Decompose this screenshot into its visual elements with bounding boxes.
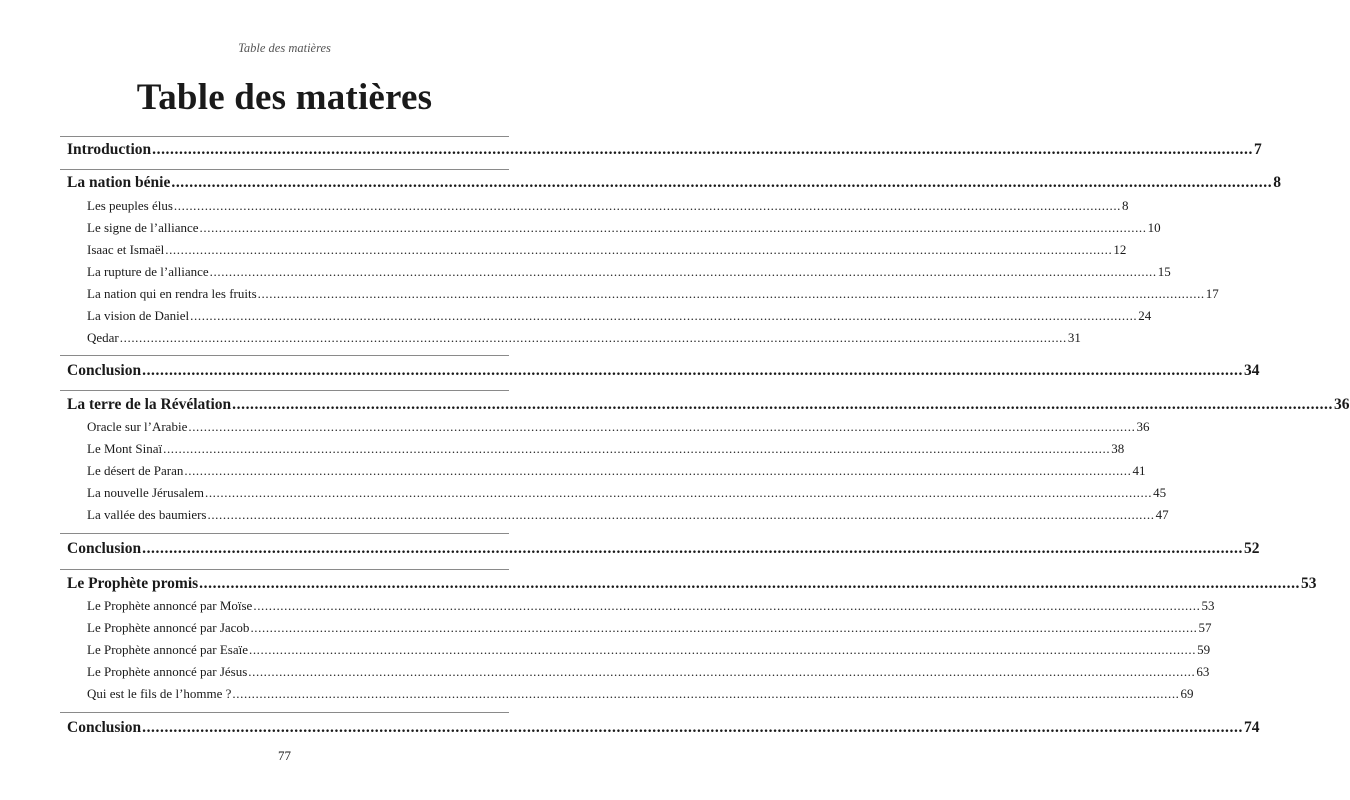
divider: [60, 169, 509, 170]
toc-leader: ......................................................................................................................................................................................................................................................: [248, 642, 1197, 657]
toc-leader: ......................................................................................................................................................................................................................................................: [199, 220, 1147, 235]
divider: [60, 569, 509, 570]
toc-page-number: 15: [1157, 264, 1171, 279]
toc-page-number: 12: [1113, 242, 1127, 257]
toc-section-label: Le Prophète annoncé par Esaïe: [87, 642, 248, 657]
toc-section-label: Le désert de Paran: [87, 463, 184, 478]
toc-leader: ......................................................................................................................................................................................................................................................: [173, 198, 1122, 213]
page-number: 77: [278, 748, 291, 763]
toc-page-number: 41: [1132, 463, 1146, 478]
toc-page-number: 69: [1180, 686, 1194, 701]
toc-leader: ......................................................................................................................................................................................................................................................: [142, 362, 1243, 379]
toc-chapter[interactable]: [67, 396, 1350, 414]
toc-leader: ......................................................................................................................................................................................................................................................: [152, 141, 1253, 158]
toc-page-number: 57: [1198, 620, 1212, 635]
toc-section[interactable]: [87, 198, 1129, 214]
toc-chapter-label: Introduction: [67, 141, 152, 158]
toc-page-number: 38: [1111, 441, 1125, 456]
toc-chapter[interactable]: [67, 141, 1262, 159]
toc-section[interactable]: [87, 242, 1127, 258]
toc-chapter-label: Conclusion: [67, 362, 142, 379]
toc-page-number: 10: [1147, 220, 1161, 235]
toc-page-number: 52: [1243, 540, 1260, 557]
running-head: Table des matières: [238, 41, 331, 55]
toc-leader: ......................................................................................................................................................................................................................................................: [142, 719, 1243, 736]
toc-leader: ......................................................................................................................................................................................................................................................: [165, 242, 1113, 257]
toc-section-label: Qui est le fils de l’homme ?: [87, 686, 232, 701]
toc-leader: ......................................................................................................................................................................................................................................................: [142, 540, 1243, 557]
toc-chapter[interactable]: [67, 719, 1260, 737]
toc-page-number: 74: [1243, 719, 1260, 736]
toc-section-label: Les peuples élus: [87, 198, 173, 213]
toc-leader: ......................................................................................................................................................................................................................................................: [207, 507, 1155, 522]
toc-page-number: 24: [1138, 308, 1152, 323]
toc-page-number: 17: [1205, 286, 1219, 301]
toc-section-label: Le Prophète annoncé par Moïse: [87, 598, 253, 613]
toc-page-number: 63: [1196, 664, 1210, 679]
toc-section-label: Le Prophète annoncé par Jésus: [87, 664, 248, 679]
toc-section-label: La nouvelle Jérusalem: [87, 485, 204, 500]
toc-leader: ......................................................................................................................................................................................................................................................: [119, 330, 1067, 345]
divider: [60, 136, 509, 137]
toc-section-label: Le Prophète annoncé par Jacob: [87, 620, 250, 635]
toc-section[interactable]: [87, 620, 1212, 636]
toc-page-number: 45: [1153, 485, 1167, 500]
toc-section-label: Oracle sur l’Arabie: [87, 419, 188, 434]
toc-page-number: 36: [1136, 419, 1150, 434]
toc-section-label: Le signe de l’alliance: [87, 220, 199, 235]
toc-section-label: La vallée des baumiers: [87, 507, 207, 522]
toc-leader: ......................................................................................................................................................................................................................................................: [248, 664, 1196, 679]
toc-section[interactable]: [87, 286, 1219, 302]
toc-chapter[interactable]: [67, 174, 1281, 192]
toc-section-label: Isaac et Ismaël: [87, 242, 165, 257]
toc-page-number: 59: [1197, 642, 1211, 657]
toc-page-number: 31: [1067, 330, 1081, 345]
toc-leader: ......................................................................................................................................................................................................................................................: [232, 396, 1334, 413]
toc-section[interactable]: [87, 330, 1081, 346]
toc-page-number: 47: [1155, 507, 1169, 522]
toc-leader: ......................................................................................................................................................................................................................................................: [204, 485, 1153, 500]
toc-section[interactable]: [87, 419, 1150, 435]
toc-chapter-label: La nation bénie: [67, 174, 171, 191]
toc-leader: ......................................................................................................................................................................................................................................................: [190, 308, 1138, 323]
toc-section[interactable]: [87, 463, 1146, 479]
toc-chapter-label: Conclusion: [67, 719, 142, 736]
toc-chapter-label: Conclusion: [67, 540, 142, 557]
toc-chapter-label: La terre de la Révélation: [67, 396, 232, 413]
toc-page-number: 53: [1301, 575, 1317, 592]
toc-leader: ......................................................................................................................................................................................................................................................: [163, 441, 1111, 456]
toc-section-label: Qedar: [87, 330, 119, 345]
toc-leader: ......................................................................................................................................................................................................................................................: [250, 620, 1198, 635]
toc-chapter[interactable]: [67, 575, 1317, 593]
toc-leader: ......................................................................................................................................................................................................................................................: [188, 419, 1136, 434]
toc-page-number: 53: [1201, 598, 1215, 613]
toc-section[interactable]: [87, 686, 1194, 702]
toc-leader: ......................................................................................................................................................................................................................................................: [257, 286, 1205, 301]
toc-page-number: 8: [1273, 174, 1281, 191]
toc-page-number: 34: [1243, 362, 1260, 379]
toc-leader: ......................................................................................................................................................................................................................................................: [184, 463, 1132, 478]
toc-section-label: La nation qui en rendra les fruits: [87, 286, 257, 301]
divider: [60, 712, 509, 713]
toc-chapter[interactable]: [67, 540, 1260, 558]
toc-section[interactable]: [87, 441, 1125, 457]
toc-leader: ......................................................................................................................................................................................................................................................: [199, 575, 1301, 592]
divider: [60, 533, 509, 534]
toc-section[interactable]: [87, 507, 1169, 523]
toc-leader: ......................................................................................................................................................................................................................................................: [253, 598, 1201, 613]
divider: [60, 355, 509, 356]
page-title: Table des matières: [136, 77, 433, 118]
toc-section-label: La vision de Daniel: [87, 308, 190, 323]
toc-leader: ......................................................................................................................................................................................................................................................: [209, 264, 1157, 279]
toc-section[interactable]: [87, 664, 1210, 680]
toc-leader: ......................................................................................................................................................................................................................................................: [232, 686, 1180, 701]
toc-section-label: La rupture de l’alliance: [87, 264, 209, 279]
toc-page-number: 8: [1122, 198, 1129, 213]
toc-page-number: 36: [1334, 396, 1350, 413]
toc-section[interactable]: [87, 485, 1167, 501]
divider: [60, 390, 509, 391]
toc-chapter-label: Le Prophète promis: [67, 575, 199, 592]
toc-section-label: Le Mont Sinaï: [87, 441, 163, 456]
toc-section[interactable]: [87, 642, 1211, 658]
toc-page-number: 7: [1253, 141, 1262, 158]
toc-section[interactable]: [87, 220, 1161, 236]
toc-section[interactable]: [87, 264, 1171, 280]
toc-section[interactable]: [87, 308, 1152, 324]
toc-leader: ......................................................................................................................................................................................................................................................: [171, 174, 1273, 191]
toc-chapter[interactable]: [67, 362, 1260, 380]
toc-section[interactable]: [87, 598, 1215, 614]
